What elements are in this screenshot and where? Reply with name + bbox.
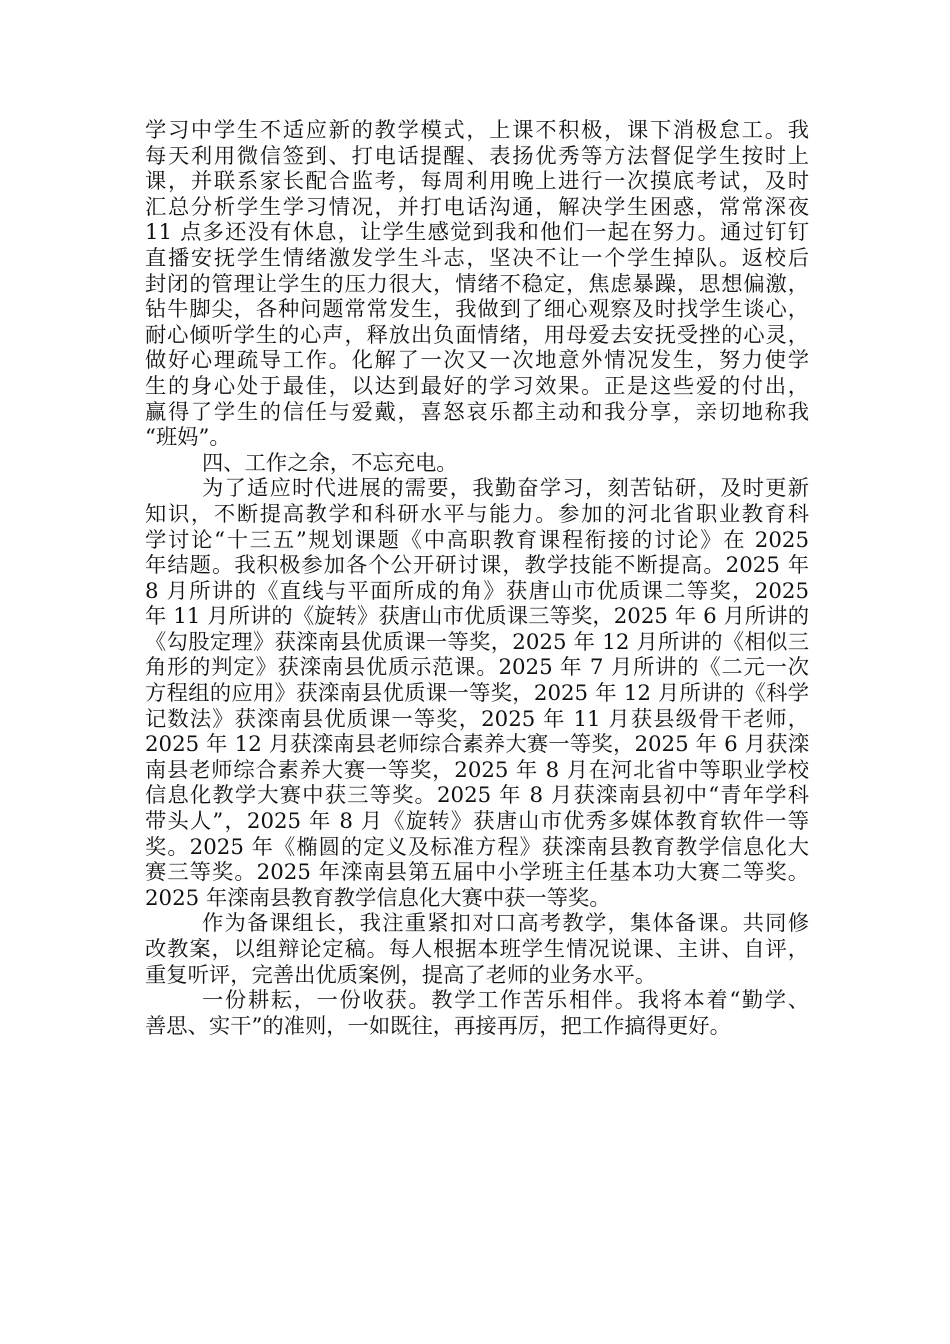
text-line: 四、工作之余，不忘充电。 xyxy=(202,450,458,476)
text-line: 改教案，以组辩论定稿。每人根据本班学生情况说课、主讲、自评， xyxy=(145,937,809,962)
text-line: 2025 年 12 月获滦南县老师综合素养大赛一等奖，2025 年 6 月获滦 xyxy=(145,732,809,758)
text-line: 做好心理疏导工作。化解了一次又一次地意外情况发生，努力使学 xyxy=(145,348,809,374)
text-line: 作为备课组长，我注重紧扣对口高考教学，集体备课。共同修 xyxy=(202,911,809,937)
text-line: 学讨论“十三五”规划课题《中高职教育课程衔接的讨论》在 2025 xyxy=(145,527,809,553)
text-line: 汇总分析学生学习情况，并打电话沟通，解决学生困惑，常常深夜 xyxy=(145,194,809,220)
text-line: 耐心倾听学生的心声，释放出负面情绪，用母爱去安抚受挫的心灵， xyxy=(145,322,809,348)
text-line: 重复听评，完善出优质案例，提高了老师的业务水平。 xyxy=(145,962,657,988)
text-line: “班妈”。 xyxy=(145,425,231,451)
text-line: 为了适应时代进展的需要，我勤奋学习，刻苦钻研，及时更新 xyxy=(202,476,809,502)
text-line: 信息化教学大赛中获三等奖。2025 年 8 月获滦南县初中“青年学科 xyxy=(145,783,809,809)
text-line: 赢得了学生的信任与爱戴，喜怒哀乐都主动和我分享，亲切地称我 xyxy=(145,399,809,425)
text-line: 8 月所讲的《直线与平面所成的角》获唐山市优质课二等奖，2025 xyxy=(145,578,809,604)
text-line: 《勾股定理》获滦南县优质课一等奖，2025 年 12 月所讲的《相似三 xyxy=(145,629,809,655)
text-line: 善思、实干”的准则，一如既往，再接再厉，把工作搞得更好。 xyxy=(145,1013,731,1039)
text-line: 年 11 月所讲的《旋转》获唐山市优质课三等奖，2025 年 6 月所讲的 xyxy=(145,604,809,630)
text-line: 奖。2025 年《椭圆的定义及标准方程》获滦南县教育教学信息化大 xyxy=(145,834,809,860)
text-line: 带头人”，2025 年 8 月《旋转》获唐山市优秀多媒体教育软件一等 xyxy=(145,809,809,835)
text-line: 角形的判定》获滦南县优质示范课。2025 年 7 月所讲的《二元一次 xyxy=(145,655,809,681)
text-line: 2025 年滦南县教育教学信息化大赛中获一等奖。 xyxy=(145,885,611,911)
text-line: 南县老师综合素养大赛一等奖，2025 年 8 月在河北省中等职业学校 xyxy=(145,757,809,783)
text-line: 一份耕耘，一份收获。教学工作苦乐相伴。我将本着“勤学、 xyxy=(202,988,809,1014)
text-line: 直播安抚学生情绪激发学生斗志，坚决不让一个学生掉队。返校后 xyxy=(145,245,809,271)
text-line: 学习中学生不适应新的教学模式，上课不积极，课下消极怠工。我 xyxy=(145,118,809,143)
text-line: 封闭的管理让学生的压力很大，情绪不稳定，焦虑暴躁，思想偏激， xyxy=(145,271,809,297)
text-line: 方程组的应用》获滦南县优质课一等奖，2025 年 12 月所讲的《科学 xyxy=(145,681,809,707)
text-line: 生的身心处于最佳，以达到最好的学习效果。正是这些爱的付出， xyxy=(145,373,809,399)
text-line: 11 点多还没有休息，让学生感觉到我和他们一起在努力。通过钉钉 xyxy=(145,220,809,246)
text-line: 知识，不断提高教学和科研水平与能力。参加的河北省职业教育科 xyxy=(145,501,809,527)
document-body xyxy=(145,118,809,1039)
text-line: 课，并联系家长配合监考，每周利用晚上进行一次摸底考试，及时 xyxy=(145,169,809,195)
text-line: 钻牛脚尖，各种问题常常发生，我做到了细心观察及时找学生谈心， xyxy=(145,297,809,323)
text-line: 年结题。我积极参加各个公开研讨课，教学技能不断提高。2025 年 xyxy=(145,553,809,579)
text-line: 赛三等奖。2025 年滦南县第五届中小学班主任基本功大赛二等奖。 xyxy=(145,860,809,886)
text-line: 每天利用微信签到、打电话提醒、表扬优秀等方法督促学生按时上 xyxy=(145,143,809,169)
text-line: 记数法》获滦南县优质课一等奖，2025 年 11 月获县级骨干老师， xyxy=(145,706,809,732)
